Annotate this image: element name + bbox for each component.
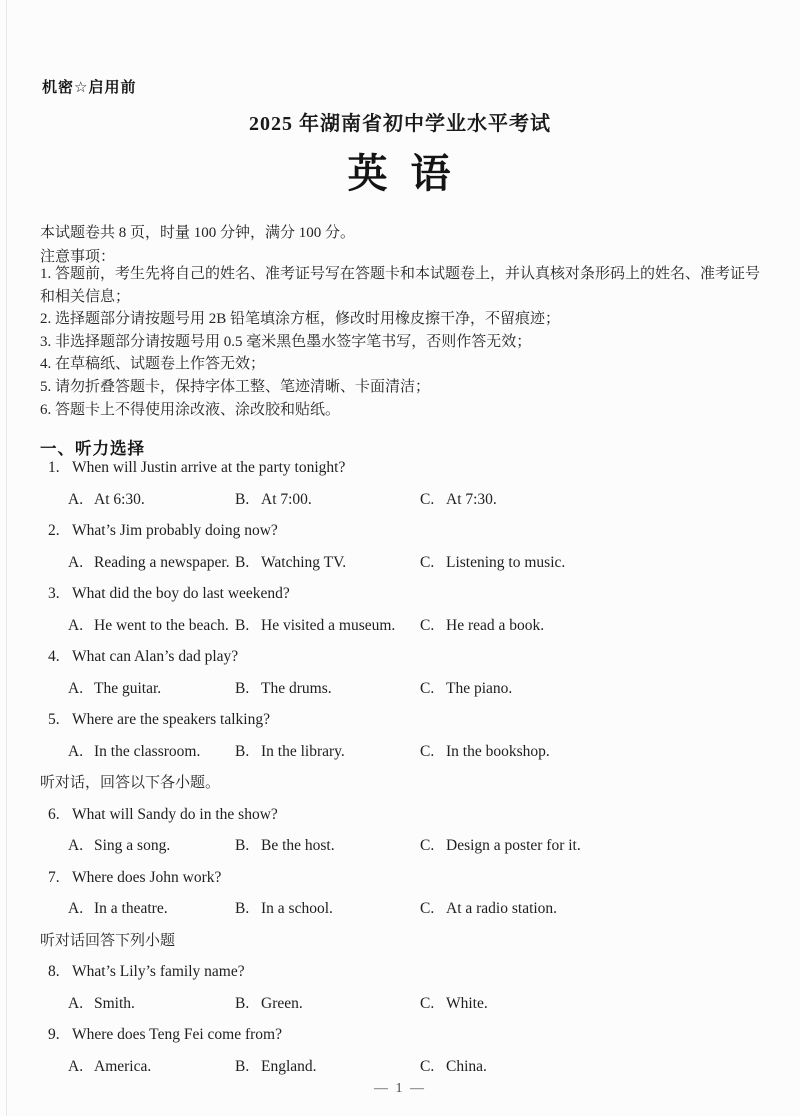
question-3-options (40, 617, 772, 635)
option-c: C. At 7:30. (420, 490, 497, 508)
question-list (40, 459, 772, 1089)
question-number: 7. (48, 868, 60, 886)
question-number: 8. (48, 963, 60, 980)
question-5 (40, 711, 772, 729)
question-number: 6. (48, 805, 60, 823)
option-a: A. Reading a newspaper. (68, 553, 230, 571)
question-3 (40, 585, 772, 603)
option-b: B. He visited a museum. (235, 616, 396, 634)
question-number: 4. (48, 648, 60, 665)
option-a: A. He went to the beach. (68, 616, 229, 634)
question-text: When will Justin arrive at the party tonight? (72, 459, 346, 476)
option-b: B. Be the host. (235, 837, 335, 854)
option-c: C. In the bookshop. (420, 742, 550, 760)
option-b: B. Watching TV. (235, 553, 347, 571)
option-c: C. Design a poster for it. (420, 837, 581, 854)
question-5-options (40, 743, 772, 761)
exam-title: 2025 年湖南省初中学业水平考试 (249, 113, 551, 135)
question-text: Where are the speakers talking? (72, 711, 270, 728)
question-text: What’s Lily’s family name? (72, 963, 245, 980)
question-number: 5. (48, 711, 60, 728)
option-a: A. America. (68, 1057, 152, 1075)
question-text: Where does John work? (72, 868, 222, 886)
option-b: B. The drums. (235, 679, 332, 697)
option-c: C. The piano. (420, 679, 513, 697)
question-9-options (40, 1058, 772, 1076)
question-number: 3. (48, 585, 60, 602)
option-b: B. In the library. (235, 742, 345, 760)
question-6-options (40, 837, 772, 855)
notes-list (40, 263, 764, 421)
option-b: B. England. (235, 1057, 317, 1075)
question-7 (40, 869, 772, 887)
option-a: A. The guitar. (68, 679, 162, 697)
question-text: What can Alan’s dad play? (72, 648, 239, 665)
question-text: What’s Jim probably doing now? (72, 522, 278, 539)
question-2 (40, 522, 772, 540)
question-number: 1. (48, 459, 60, 476)
option-c: C. White. (420, 994, 488, 1012)
question-1-options (40, 491, 772, 509)
confidential-notice: 机密☆启用前 (42, 79, 137, 96)
question-6 (40, 806, 772, 824)
note-item: 4. 在草稿纸、试题卷上作答无效； (40, 356, 266, 373)
notes-title: 注意事项： (40, 249, 116, 265)
note-item: 2. 选择题部分请按题号用 2B 铅笔填涂方框，修改时用橡皮擦干净，不留痕迹； (40, 311, 561, 328)
listening-prompt: 听对话回答下列小题 (40, 932, 176, 949)
question-number: 2. (48, 522, 60, 539)
option-b: B. In a school. (235, 900, 333, 917)
question-9 (40, 1026, 772, 1044)
note-item: 5. 请勿折叠答题卡，保持字体工整、笔迹清晰、卡面清洁； (40, 378, 431, 395)
note-item: 1. 答题前，考生先将自己的姓名、准考证号写在答题卡和本试题卷上，并认真核对条形码上的姓名、准考证号和相关信息； (40, 266, 761, 305)
option-c: C. At a radio station. (420, 900, 558, 917)
question-2-options (40, 554, 772, 572)
question-text: What did the boy do last weekend? (72, 585, 290, 602)
option-b: B. Green. (235, 994, 303, 1012)
option-c: C. He read a book. (420, 616, 545, 634)
note-item: 3. 非选择题部分请按题号用 0.5 毫米黑色墨水签字笔书写，否则作答无效； (40, 333, 532, 350)
option-b: B. At 7:00. (235, 490, 312, 508)
section-heading-listening: 一、听力选择 (40, 440, 145, 458)
option-a: A. Sing a song. (68, 837, 171, 854)
listening-prompt: 听对话，回答以下各小题。 (40, 775, 221, 791)
question-8-options (40, 995, 772, 1013)
note-item: 6. 答题卡上不得使用涂改液、涂改胶和贴纸。 (40, 401, 341, 418)
question-8 (40, 963, 772, 981)
question-text: What will Sandy do in the show? (72, 805, 278, 823)
question-number: 9. (48, 1026, 60, 1043)
option-a: A. Smith. (68, 994, 135, 1012)
option-c: C. Listening to music. (420, 553, 566, 571)
option-a: A. In a theatre. (68, 900, 168, 917)
page-number: — 1 — (374, 1081, 426, 1096)
question-1 (40, 459, 772, 477)
paper-info: 本试题卷共 8 页，时量 100 分钟，满分 100 分。 (40, 225, 356, 241)
question-4-options (40, 680, 772, 698)
question-7-options (40, 900, 772, 918)
question-4 (40, 648, 772, 666)
option-a: A. At 6:30. (68, 490, 145, 508)
option-c: C. China. (420, 1057, 487, 1075)
question-text: Where does Teng Fei come from? (72, 1026, 282, 1043)
subject-title: 英 语 (347, 152, 453, 196)
option-a: A. In the classroom. (68, 742, 201, 760)
